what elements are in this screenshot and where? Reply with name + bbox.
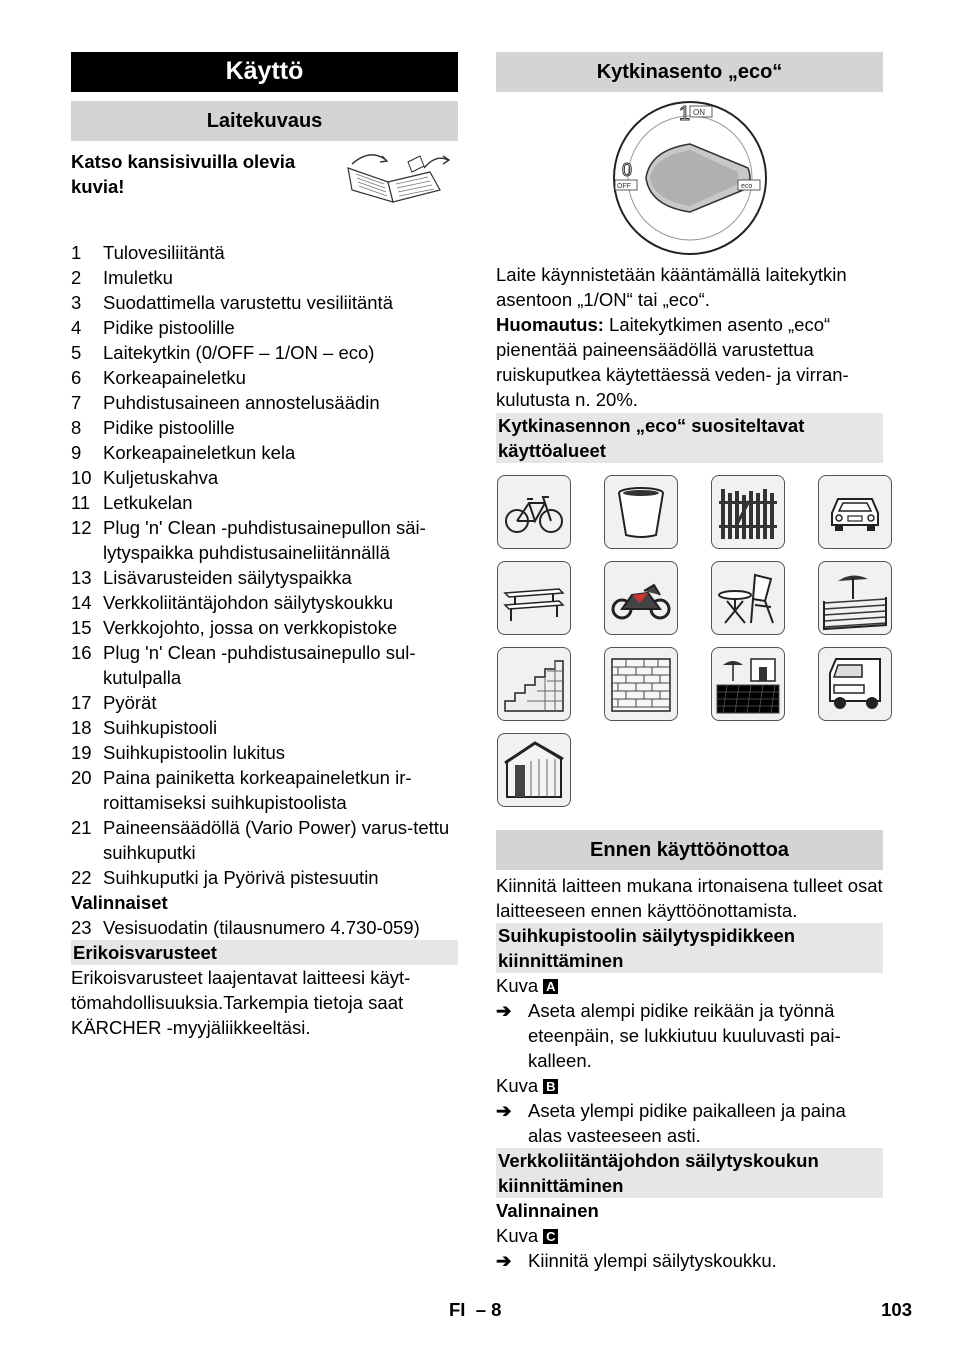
optional-label: Valinnainen (496, 1200, 599, 1221)
list-item (71, 265, 458, 290)
list-item (71, 515, 458, 565)
step-c-text: Kiinnitä ylempi säilytyskoukku. (528, 1250, 777, 1271)
item-number: 9 (71, 442, 82, 463)
garden-furniture-icon (711, 561, 785, 635)
item-number: 12 (71, 517, 92, 538)
item-text: Vesisuodatin (tilausnumero 4.730-059) (103, 917, 420, 938)
item-text: Verkkoliitäntäjohdon säilytyskoukku (103, 592, 393, 613)
garden-bench-icon (497, 561, 571, 635)
list-item (71, 865, 458, 890)
arrow-right-icon: ➔ (496, 1000, 512, 1021)
right-column (496, 52, 883, 1273)
list-item (71, 690, 458, 715)
before-use-text: Kiinnitä laitteen mukana irtonaisena tulleet osat laitteeseen ennen käyttöönottamista. (496, 875, 883, 921)
list-item (71, 365, 458, 390)
page-number: 103 (881, 1299, 912, 1320)
item-number: 21 (71, 817, 92, 838)
open-book-icon (338, 146, 456, 206)
item-text: Korkeapaineletku (103, 367, 246, 388)
list-item (71, 915, 458, 940)
item-text: Letkukelan (103, 492, 193, 513)
motorcycle-icon (604, 561, 678, 635)
step-a-text: Aseta alempi pidike reikään ja työnnä eteenpäin, se lukkiutuu kuuluvasti pai-kalleen. (528, 1000, 841, 1071)
dial-on-number: 1 (678, 103, 690, 125)
list-item (71, 490, 458, 515)
figure-ref-a (496, 973, 883, 998)
item-text: Suodattimella varustettu vesiliitäntä (103, 292, 393, 313)
list-item (71, 465, 458, 490)
item-number: 10 (71, 467, 92, 488)
switch-dial-illustration (610, 98, 770, 258)
bicycle-icon (497, 475, 571, 549)
dial-eco-label: eco (740, 183, 752, 190)
step-c (496, 1248, 883, 1273)
item-text: Paina painiketta korkeapaineletkun ir-roittamiseksi suihkupistoolista (103, 767, 412, 813)
step-b-text: Aseta ylempi pidike paikalleen ja paina alas vasteeseen asti. (528, 1100, 846, 1146)
kuva-label: Kuva (496, 975, 539, 996)
item-number: 1 (71, 242, 82, 263)
item-number: 5 (71, 342, 82, 363)
item-text: Pidike pistoolille (103, 417, 235, 438)
item-text: Tulovesiliitäntä (103, 242, 225, 263)
before-use-title: Ennen käyttöönottoa (496, 830, 883, 870)
wooden-deck-icon (818, 561, 892, 635)
item-text: Korkeapaineletkun kela (103, 442, 296, 463)
list-item (71, 390, 458, 415)
figure-c-box: C (543, 1229, 558, 1244)
step-a (496, 998, 883, 1073)
note-text: Laitekytkimen asento „eco“ pienentää paineensäädöllä varustettua ruiskuputkea käytettäessä veden- ja virran-kulutusta n. 20%. (496, 314, 849, 410)
holder-heading: Suihkupistoolin säilytyspidikkeen kiinnittäminen (496, 923, 883, 973)
patio-icon (711, 647, 785, 721)
footer-lang: FI (449, 1299, 466, 1320)
item-number: 16 (71, 642, 92, 663)
optional-list (71, 915, 458, 940)
dial-off-label: OFF (616, 183, 631, 190)
item-number: 23 (71, 917, 92, 938)
item-text: Pyörät (103, 692, 157, 713)
item-text: Pidike pistoolille (103, 317, 235, 338)
arrow-right-icon: ➔ (496, 1100, 512, 1121)
arrow-right-icon: ➔ (496, 1250, 512, 1271)
item-number: 17 (71, 692, 92, 713)
eco-areas-heading: Kytkinasennon „eco“ suositeltavat käyttöalueet (496, 413, 883, 463)
left-column (71, 52, 458, 1040)
list-item (71, 615, 458, 640)
item-number: 7 (71, 392, 82, 413)
flower-pot-icon (604, 475, 678, 549)
list-item (71, 290, 458, 315)
garden-shed-icon (497, 733, 571, 807)
wooden-fence-icon (711, 475, 785, 549)
dial-off-number: 0 (621, 160, 632, 180)
chapter-title: Käyttö (71, 52, 458, 92)
item-text: Plug 'n' Clean -puhdistusainepullo sul-kutulpalla (103, 642, 416, 688)
special-accessories-text: Erikoisvarusteet laajentavat laitteesi käyt-tömahdollisuuksia.Tarkempia tietoja saat KÄRCHER -myyjäliikkeeltäsi. (71, 967, 411, 1038)
item-text: Laitekytkin (0/OFF – 1/ON – eco) (103, 342, 375, 363)
optional-heading: Valinnaiset (71, 892, 168, 913)
list-item (71, 715, 458, 740)
item-text: Imuletku (103, 267, 173, 288)
footer-language-page (449, 1299, 501, 1321)
list-item (71, 440, 458, 465)
item-number: 4 (71, 317, 82, 338)
list-item (71, 640, 458, 690)
item-text: Verkkojohto, jossa on verkkopistoke (103, 617, 398, 638)
note-label: Huomautus: (496, 314, 604, 335)
item-number: 6 (71, 367, 82, 388)
stone-stairs-icon (497, 647, 571, 721)
special-accessories-heading: Erikoisvarusteet (71, 940, 458, 965)
step-b (496, 1098, 883, 1148)
item-text: Suihkupistoolin lukitus (103, 742, 286, 763)
item-number: 13 (71, 567, 92, 588)
item-text: Puhdistusaineen annostelusäädin (103, 392, 380, 413)
item-number: 22 (71, 867, 92, 888)
intro-block (71, 149, 458, 224)
start-text: Laite käynnistetään kääntämällä laitekytkin asentoon „1/ON“ tai „eco“. (496, 264, 847, 310)
item-number: 20 (71, 767, 92, 788)
note-paragraph (496, 312, 883, 412)
list-item (71, 415, 458, 440)
list-item (71, 740, 458, 765)
figure-ref-c (496, 1223, 883, 1248)
item-text: Kuljetuskahva (103, 467, 219, 488)
list-item (71, 765, 458, 815)
eco-areas-grid (496, 475, 883, 807)
list-item (71, 240, 458, 265)
list-item (71, 315, 458, 340)
section-title-description: Laitekuvaus (71, 101, 458, 141)
item-number: 18 (71, 717, 92, 738)
dial-on-label: ON (692, 108, 705, 117)
item-text: Suihkupistooli (103, 717, 218, 738)
item-number: 8 (71, 417, 82, 438)
item-text: Paineensäädöllä (Vario Power) varus-tettu suihkuputki (103, 817, 450, 863)
list-item (71, 590, 458, 615)
intro-text: Katso kansisivuilla olevia kuvia! (71, 151, 296, 197)
brick-wall-icon (604, 647, 678, 721)
figure-a-box: A (543, 979, 558, 994)
kuva-label: Kuva (496, 1225, 539, 1246)
list-item (71, 340, 458, 365)
parts-list (71, 240, 458, 890)
hook-heading: Verkkoliitäntäjohdon säilytyskoukun kiinnittäminen (496, 1148, 883, 1198)
kuva-label: Kuva (496, 1075, 539, 1096)
item-number: 3 (71, 292, 82, 313)
figure-ref-b (496, 1073, 883, 1098)
list-item (71, 815, 458, 865)
item-number: 19 (71, 742, 92, 763)
item-number: 11 (71, 492, 91, 513)
car-icon (818, 475, 892, 549)
item-text: Lisävarusteiden säilytyspaikka (103, 567, 352, 588)
item-text: Suihkuputki ja Pyörivä pistesuutin (103, 867, 379, 888)
item-text: Plug 'n' Clean -puhdistusainepullon säi-lytyspaikka puhdistusaineliitännällä (103, 517, 426, 563)
eco-section-title: Kytkinasento „eco“ (496, 52, 883, 92)
figure-b-box: B (543, 1079, 558, 1094)
list-item (71, 565, 458, 590)
item-number: 2 (71, 267, 82, 288)
item-number: 15 (71, 617, 92, 638)
item-number: 14 (71, 592, 92, 613)
footer-section-page: – 8 (475, 1299, 502, 1320)
van-icon (818, 647, 892, 721)
